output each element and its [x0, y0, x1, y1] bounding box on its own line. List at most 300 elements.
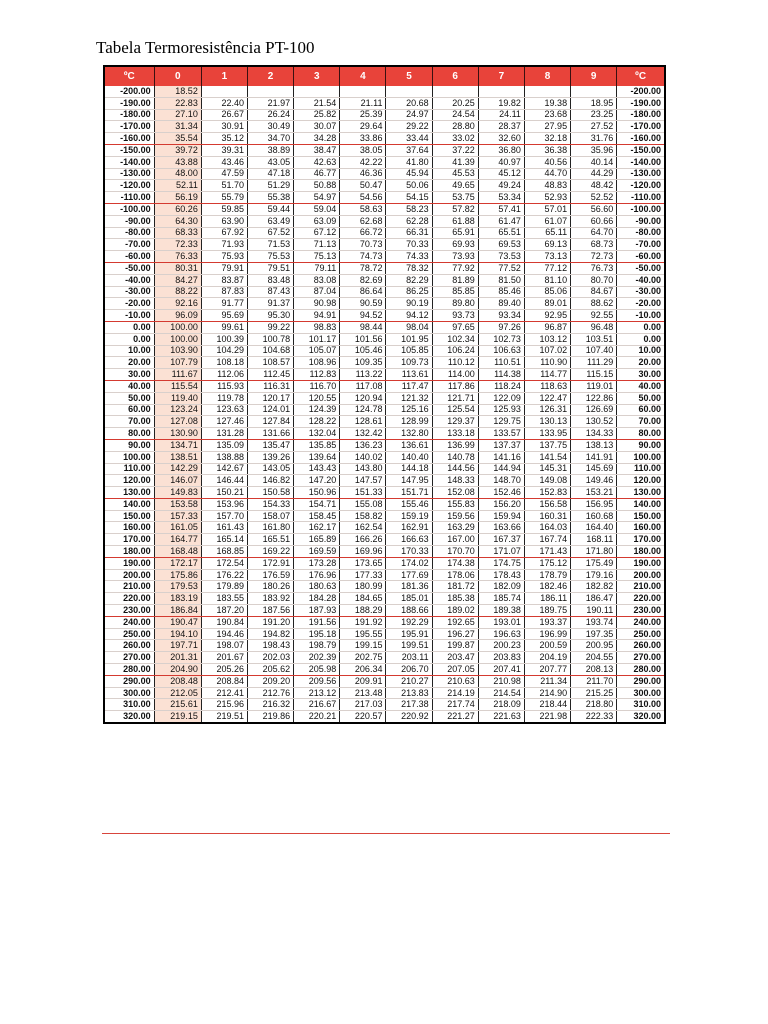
resistance-cell: 65.11 — [524, 227, 570, 239]
table-row — [104, 333, 665, 345]
resistance-cell: 215.25 — [571, 687, 617, 699]
resistance-cell: 203.83 — [478, 652, 524, 664]
temperature-label-cell: 260.00 — [617, 640, 665, 652]
table-row — [104, 109, 665, 121]
resistance-cell: 85.85 — [432, 286, 478, 298]
resistance-cell: 73.93 — [432, 251, 478, 263]
resistance-cell: 202.39 — [294, 652, 340, 664]
resistance-cell: 149.08 — [524, 475, 570, 487]
table-row — [104, 487, 665, 499]
resistance-cell: 216.67 — [294, 699, 340, 711]
resistance-cell: 55.79 — [201, 192, 247, 204]
resistance-cell: 43.05 — [247, 156, 293, 168]
resistance-cell: 71.13 — [294, 239, 340, 251]
resistance-cell: 140.02 — [340, 451, 386, 463]
table-row — [104, 274, 665, 286]
temperature-label-cell: 170.00 — [617, 534, 665, 546]
resistance-cell: 177.69 — [386, 569, 432, 581]
resistance-cell: 33.44 — [386, 133, 432, 145]
resistance-cell: 68.33 — [154, 227, 201, 239]
resistance-cell: 198.43 — [247, 640, 293, 652]
temperature-label-cell: 60.00 — [104, 404, 154, 416]
resistance-cell: 202.75 — [340, 652, 386, 664]
resistance-cell: 149.83 — [154, 487, 201, 499]
resistance-cell: 196.27 — [432, 628, 478, 640]
resistance-cell: 220.21 — [294, 711, 340, 723]
resistance-cell: 175.49 — [571, 557, 617, 569]
temperature-label-cell: -50.00 — [617, 262, 665, 274]
resistance-cell: 203.11 — [386, 652, 432, 664]
resistance-cell: 150.58 — [247, 487, 293, 499]
resistance-cell: 62.68 — [340, 215, 386, 227]
resistance-cell: 41.80 — [386, 156, 432, 168]
temperature-label-cell: 30.00 — [104, 369, 154, 381]
table-row — [104, 640, 665, 652]
resistance-cell: 182.46 — [524, 581, 570, 593]
resistance-cell: 21.54 — [294, 97, 340, 109]
resistance-cell: 53.75 — [432, 192, 478, 204]
resistance-cell: 147.57 — [340, 475, 386, 487]
temperature-label-cell: -150.00 — [617, 144, 665, 156]
resistance-cell: 83.87 — [201, 274, 247, 286]
resistance-cell: 40.14 — [571, 156, 617, 168]
temperature-label-cell: 130.00 — [617, 487, 665, 499]
resistance-cell: 60.26 — [154, 203, 201, 215]
resistance-cell: 47.59 — [201, 168, 247, 180]
resistance-cell: 101.17 — [294, 333, 340, 345]
resistance-cell: 201.67 — [201, 652, 247, 664]
table-row — [104, 310, 665, 322]
resistance-cell: 60.66 — [571, 215, 617, 227]
resistance-cell: 129.75 — [478, 416, 524, 428]
resistance-cell: 91.37 — [247, 298, 293, 310]
resistance-cell: 184.28 — [294, 593, 340, 605]
resistance-cell: 104.68 — [247, 345, 293, 357]
resistance-cell: 82.29 — [386, 274, 432, 286]
resistance-cell: 190.84 — [201, 616, 247, 628]
resistance-cell: 131.28 — [201, 428, 247, 440]
resistance-cell: 171.07 — [478, 546, 524, 558]
temperature-label-cell: 90.00 — [104, 439, 154, 451]
resistance-cell: 57.82 — [432, 203, 478, 215]
resistance-cell: 141.16 — [478, 451, 524, 463]
resistance-cell: 28.37 — [478, 121, 524, 133]
resistance-cell: 120.17 — [247, 392, 293, 404]
resistance-cell: 108.96 — [294, 357, 340, 369]
resistance-cell: 35.12 — [201, 133, 247, 145]
resistance-cell: 54.56 — [340, 192, 386, 204]
resistance-cell: 82.69 — [340, 274, 386, 286]
resistance-cell: 97.65 — [432, 321, 478, 333]
resistance-cell: 132.04 — [294, 428, 340, 440]
resistance-cell: 68.73 — [571, 239, 617, 251]
resistance-cell: 206.70 — [386, 664, 432, 676]
resistance-cell: 155.46 — [386, 498, 432, 510]
resistance-cell: 59.04 — [294, 203, 340, 215]
resistance-cell: 107.02 — [524, 345, 570, 357]
column-header: 3 — [294, 66, 340, 86]
resistance-cell: 57.01 — [524, 203, 570, 215]
resistance-cell: 167.00 — [432, 534, 478, 546]
resistance-cell: 103.90 — [154, 345, 201, 357]
resistance-cell: 57.41 — [478, 203, 524, 215]
temperature-label-cell: 250.00 — [617, 628, 665, 640]
resistance-cell: 164.40 — [571, 522, 617, 534]
resistance-cell: 174.02 — [386, 557, 432, 569]
resistance-cell: 85.06 — [524, 286, 570, 298]
table-row — [104, 463, 665, 475]
resistance-cell: 213.48 — [340, 687, 386, 699]
resistance-cell: 117.86 — [432, 380, 478, 392]
resistance-cell: 135.09 — [201, 439, 247, 451]
temperature-label-cell: -160.00 — [617, 133, 665, 145]
resistance-cell: 153.96 — [201, 498, 247, 510]
resistance-cell: 58.23 — [386, 203, 432, 215]
temperature-label-cell: 140.00 — [104, 498, 154, 510]
resistance-cell: 100.00 — [154, 333, 201, 345]
table-row — [104, 168, 665, 180]
resistance-cell: 28.80 — [432, 121, 478, 133]
resistance-cell: 32.18 — [524, 133, 570, 145]
resistance-cell: 127.08 — [154, 416, 201, 428]
resistance-cell: 93.73 — [432, 310, 478, 322]
resistance-cell: 164.77 — [154, 534, 201, 546]
resistance-cell: 148.70 — [478, 475, 524, 487]
column-header: 7 — [478, 66, 524, 86]
resistance-cell: 218.80 — [571, 699, 617, 711]
resistance-cell: 92.16 — [154, 298, 201, 310]
resistance-cell: 67.92 — [201, 227, 247, 239]
resistance-cell: 204.55 — [571, 652, 617, 664]
table-row — [104, 86, 665, 97]
temperature-label-cell: -100.00 — [617, 203, 665, 215]
resistance-cell: 217.74 — [432, 699, 478, 711]
resistance-cell: 27.95 — [524, 121, 570, 133]
table-row — [104, 215, 665, 227]
resistance-cell: 79.91 — [201, 262, 247, 274]
resistance-cell: 196.63 — [478, 628, 524, 640]
resistance-cell: 211.70 — [571, 675, 617, 687]
table-row — [104, 546, 665, 558]
resistance-cell: 47.18 — [247, 168, 293, 180]
resistance-cell: 67.52 — [247, 227, 293, 239]
temperature-label-cell: -140.00 — [104, 156, 154, 168]
resistance-cell: 55.38 — [247, 192, 293, 204]
resistance-cell: 179.53 — [154, 581, 201, 593]
resistance-cell: 63.90 — [201, 215, 247, 227]
resistance-cell: 99.22 — [247, 321, 293, 333]
resistance-cell: 131.66 — [247, 428, 293, 440]
resistance-cell: 95.69 — [201, 310, 247, 322]
resistance-cell: 54.97 — [294, 192, 340, 204]
resistance-cell: 157.33 — [154, 510, 201, 522]
resistance-cell: 108.18 — [201, 357, 247, 369]
temperature-label-cell: 210.00 — [104, 581, 154, 593]
resistance-cell: 210.63 — [432, 675, 478, 687]
resistance-cell: 136.99 — [432, 439, 478, 451]
resistance-cell: 29.64 — [340, 121, 386, 133]
resistance-cell: 146.82 — [247, 475, 293, 487]
resistance-cell: 179.16 — [571, 569, 617, 581]
temperature-label-cell: 20.00 — [104, 357, 154, 369]
temperature-label-cell: -120.00 — [104, 180, 154, 192]
resistance-cell: 124.78 — [340, 404, 386, 416]
table-row — [104, 428, 665, 440]
resistance-cell: 150.21 — [201, 487, 247, 499]
temperature-label-cell: -90.00 — [617, 215, 665, 227]
resistance-cell: 142.29 — [154, 463, 201, 475]
resistance-cell: 218.09 — [478, 699, 524, 711]
table-row — [104, 581, 665, 593]
resistance-cell: 152.83 — [524, 487, 570, 499]
resistance-cell: 128.61 — [340, 416, 386, 428]
table-row — [104, 569, 665, 581]
resistance-cell: 163.66 — [478, 522, 524, 534]
resistance-cell: 116.31 — [247, 380, 293, 392]
temperature-label-cell: -20.00 — [104, 298, 154, 310]
resistance-cell: 222.33 — [571, 711, 617, 723]
resistance-cell: 102.73 — [478, 333, 524, 345]
resistance-cell: 113.22 — [340, 369, 386, 381]
resistance-cell: 72.33 — [154, 239, 201, 251]
table-row — [104, 687, 665, 699]
temperature-label-cell: 310.00 — [104, 699, 154, 711]
resistance-cell: 36.80 — [478, 144, 524, 156]
resistance-cell: 29.22 — [386, 121, 432, 133]
resistance-cell: 210.27 — [386, 675, 432, 687]
resistance-cell: 175.12 — [524, 557, 570, 569]
table-row — [104, 498, 665, 510]
resistance-cell: 219.86 — [247, 711, 293, 723]
resistance-cell: 198.07 — [201, 640, 247, 652]
resistance-cell: 50.47 — [340, 180, 386, 192]
temperature-label-cell: 0.00 — [104, 333, 154, 345]
resistance-cell: 187.20 — [201, 605, 247, 617]
resistance-cell: 156.95 — [571, 498, 617, 510]
resistance-cell: 147.20 — [294, 475, 340, 487]
resistance-cell: 83.08 — [294, 274, 340, 286]
resistance-cell: 173.28 — [294, 557, 340, 569]
resistance-cell: 183.19 — [154, 593, 201, 605]
resistance-cell: 209.91 — [340, 675, 386, 687]
resistance-cell: 213.83 — [386, 687, 432, 699]
resistance-cell: 174.75 — [478, 557, 524, 569]
resistance-cell: 52.93 — [524, 192, 570, 204]
resistance-cell: 63.49 — [247, 215, 293, 227]
resistance-cell: 187.93 — [294, 605, 340, 617]
resistance-cell: 88.62 — [571, 298, 617, 310]
resistance-cell: 195.91 — [386, 628, 432, 640]
column-header: ºC — [617, 66, 665, 86]
table-row — [104, 664, 665, 676]
temperature-label-cell: 300.00 — [617, 687, 665, 699]
temperature-label-cell: 100.00 — [104, 451, 154, 463]
temperature-label-cell: 230.00 — [617, 605, 665, 617]
resistance-cell: 207.41 — [478, 664, 524, 676]
resistance-cell: 120.94 — [340, 392, 386, 404]
resistance-cell: 200.59 — [524, 640, 570, 652]
temperature-label-cell: 200.00 — [104, 569, 154, 581]
resistance-cell: 176.96 — [294, 569, 340, 581]
resistance-cell: 204.90 — [154, 664, 201, 676]
temperature-label-cell: 30.00 — [617, 369, 665, 381]
resistance-cell: 193.37 — [524, 616, 570, 628]
resistance-cell: 90.59 — [340, 298, 386, 310]
temperature-label-cell: 110.00 — [104, 463, 154, 475]
temperature-label-cell: -110.00 — [104, 192, 154, 204]
column-header: 5 — [386, 66, 432, 86]
resistance-cell: 214.19 — [432, 687, 478, 699]
resistance-cell: 125.54 — [432, 404, 478, 416]
resistance-cell: 36.38 — [524, 144, 570, 156]
resistance-cell: 31.76 — [571, 133, 617, 145]
resistance-cell: 194.82 — [247, 628, 293, 640]
resistance-cell: 188.29 — [340, 605, 386, 617]
table-row — [104, 711, 665, 723]
resistance-cell: 52.11 — [154, 180, 201, 192]
table-row — [104, 652, 665, 664]
resistance-cell: 109.35 — [340, 357, 386, 369]
table-row — [104, 345, 665, 357]
temperature-label-cell: -60.00 — [617, 251, 665, 263]
temperature-label-cell: 40.00 — [617, 380, 665, 392]
resistance-cell: 165.51 — [247, 534, 293, 546]
temperature-label-cell: 70.00 — [104, 416, 154, 428]
resistance-cell: 83.48 — [247, 274, 293, 286]
resistance-cell: 106.63 — [478, 345, 524, 357]
resistance-cell: 75.13 — [294, 251, 340, 263]
temperature-label-cell: -170.00 — [617, 121, 665, 133]
resistance-cell: 21.97 — [247, 97, 293, 109]
resistance-cell: 31.34 — [154, 121, 201, 133]
table-row — [104, 699, 665, 711]
temperature-label-cell: 310.00 — [617, 699, 665, 711]
resistance-cell: 70.33 — [386, 239, 432, 251]
table-row — [104, 298, 665, 310]
column-header: 1 — [201, 66, 247, 86]
resistance-cell: 44.29 — [571, 168, 617, 180]
resistance-cell: 101.56 — [340, 333, 386, 345]
resistance-cell: 199.87 — [432, 640, 478, 652]
resistance-cell: 51.29 — [247, 180, 293, 192]
temperature-label-cell: 0.00 — [104, 321, 154, 333]
resistance-cell: 197.35 — [571, 628, 617, 640]
temperature-label-cell: 160.00 — [104, 522, 154, 534]
resistance-cell: 183.55 — [201, 593, 247, 605]
resistance-cell: 162.54 — [340, 522, 386, 534]
resistance-cell: 139.64 — [294, 451, 340, 463]
resistance-cell: 168.48 — [154, 546, 201, 558]
resistance-cell — [386, 86, 432, 97]
resistance-cell: 22.83 — [154, 97, 201, 109]
temperature-label-cell: 280.00 — [104, 664, 154, 676]
resistance-cell: 186.47 — [571, 593, 617, 605]
resistance-cell: 94.52 — [340, 310, 386, 322]
resistance-cell: 129.37 — [432, 416, 478, 428]
resistance-cell: 43.88 — [154, 156, 201, 168]
resistance-cell: 169.59 — [294, 546, 340, 558]
table-row — [104, 510, 665, 522]
resistance-cell: 127.46 — [201, 416, 247, 428]
resistance-cell: 122.86 — [571, 392, 617, 404]
resistance-cell — [201, 86, 247, 97]
resistance-cell: 91.77 — [201, 298, 247, 310]
temperature-label-cell: 220.00 — [617, 593, 665, 605]
table-row — [104, 133, 665, 145]
resistance-cell: 56.60 — [571, 203, 617, 215]
table-row — [104, 203, 665, 215]
resistance-cell: 53.34 — [478, 192, 524, 204]
temperature-label-cell: 260.00 — [104, 640, 154, 652]
resistance-cell: 154.33 — [247, 498, 293, 510]
resistance-cell: 140.78 — [432, 451, 478, 463]
column-header: 8 — [524, 66, 570, 86]
resistance-cell: 54.15 — [386, 192, 432, 204]
resistance-cell: 96.87 — [524, 321, 570, 333]
resistance-cell: 18.95 — [571, 97, 617, 109]
resistance-cell: 87.83 — [201, 286, 247, 298]
table-row — [104, 557, 665, 569]
resistance-cell: 94.12 — [386, 310, 432, 322]
resistance-cell: 71.93 — [201, 239, 247, 251]
resistance-cell: 118.24 — [478, 380, 524, 392]
resistance-cell: 65.91 — [432, 227, 478, 239]
resistance-cell: 112.45 — [247, 369, 293, 381]
resistance-cell: 180.99 — [340, 581, 386, 593]
temperature-label-cell: -40.00 — [617, 274, 665, 286]
resistance-cell: 164.03 — [524, 522, 570, 534]
resistance-cell: 161.43 — [201, 522, 247, 534]
resistance-cell: 181.36 — [386, 581, 432, 593]
temperature-label-cell: -40.00 — [104, 274, 154, 286]
temperature-label-cell: -80.00 — [617, 227, 665, 239]
resistance-cell: 185.38 — [432, 593, 478, 605]
resistance-cell: 218.44 — [524, 699, 570, 711]
resistance-cell: 77.52 — [478, 262, 524, 274]
resistance-cell: 111.67 — [154, 369, 201, 381]
resistance-cell: 182.09 — [478, 581, 524, 593]
resistance-cell: 143.80 — [340, 463, 386, 475]
resistance-cell: 133.18 — [432, 428, 478, 440]
resistance-cell: 106.24 — [432, 345, 478, 357]
table-row — [104, 392, 665, 404]
resistance-cell: 221.27 — [432, 711, 478, 723]
table-row — [104, 227, 665, 239]
resistance-cell: 24.11 — [478, 109, 524, 121]
resistance-cell: 143.43 — [294, 463, 340, 475]
resistance-cell: 191.92 — [340, 616, 386, 628]
resistance-cell: 178.79 — [524, 569, 570, 581]
resistance-cell: 32.60 — [478, 133, 524, 145]
resistance-cell: 111.29 — [571, 357, 617, 369]
resistance-cell: 121.32 — [386, 392, 432, 404]
resistance-cell: 144.94 — [478, 463, 524, 475]
resistance-cell: 151.33 — [340, 487, 386, 499]
resistance-cell: 90.19 — [386, 298, 432, 310]
resistance-cell: 86.64 — [340, 286, 386, 298]
resistance-cell: 134.71 — [154, 439, 201, 451]
resistance-cell: 52.52 — [571, 192, 617, 204]
temperature-label-cell: 320.00 — [617, 711, 665, 723]
resistance-cell: 137.75 — [524, 439, 570, 451]
resistance-cell: 114.77 — [524, 369, 570, 381]
resistance-cell: 141.54 — [524, 451, 570, 463]
table-row — [104, 321, 665, 333]
column-header: 2 — [247, 66, 293, 86]
resistance-cell: 172.91 — [247, 557, 293, 569]
column-header: 4 — [340, 66, 386, 86]
resistance-cell: 96.48 — [571, 321, 617, 333]
